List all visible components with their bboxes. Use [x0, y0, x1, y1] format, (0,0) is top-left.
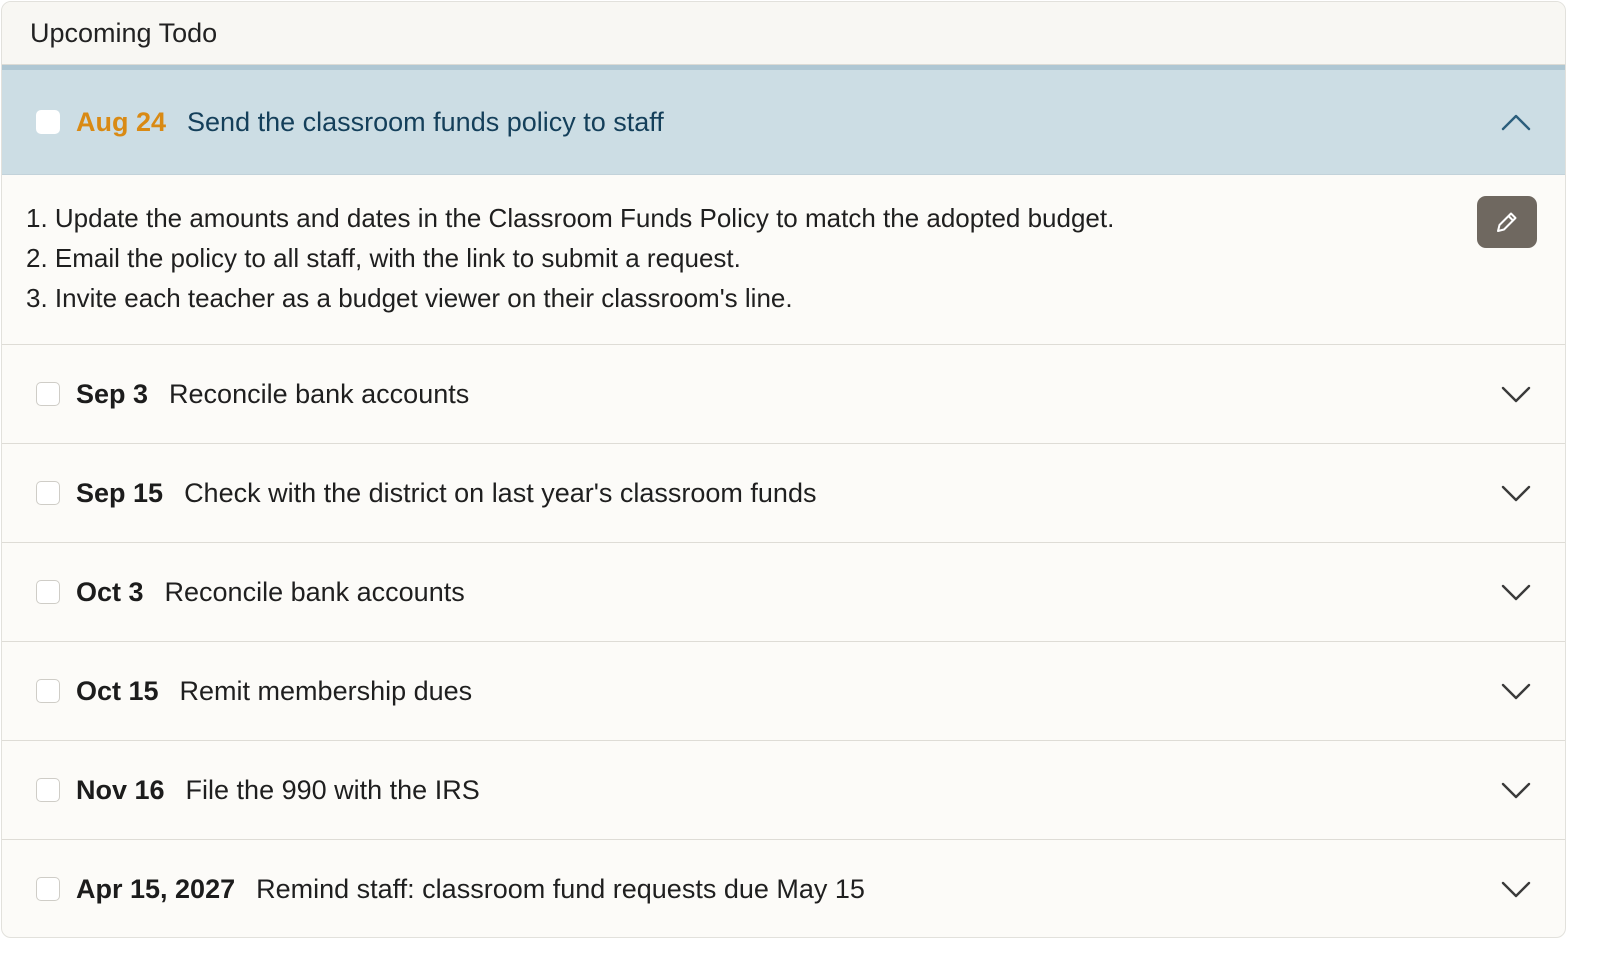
todo-title: Remit membership dues [179, 675, 473, 706]
chevron-down-icon[interactable] [1501, 781, 1531, 799]
chevron-down-icon[interactable] [1501, 484, 1531, 502]
todo-checkbox[interactable] [36, 481, 60, 505]
todo-row[interactable] [2, 345, 1565, 444]
todo-date: Sep 3 [76, 378, 149, 409]
todo-date: Oct 3 [76, 576, 144, 607]
chevron-down-icon[interactable] [1501, 880, 1531, 898]
todo-row-expanded[interactable] [2, 65, 1565, 175]
chevron-down-icon[interactable] [1501, 682, 1531, 700]
pencil-icon [1494, 209, 1520, 235]
todo-title: Send the classroom funds policy to staff [187, 106, 664, 137]
panel-title: Upcoming Todo [2, 2, 1565, 65]
todo-checkbox[interactable] [36, 382, 60, 406]
todo-date: Nov 16 [76, 774, 165, 805]
chevron-up-icon[interactable] [1501, 113, 1531, 131]
todo-date: Oct 15 [76, 675, 159, 706]
todo-title: Reconcile bank accounts [164, 576, 465, 607]
todo-date: Apr 15, 2027 [76, 873, 236, 904]
todo-row[interactable] [2, 444, 1565, 543]
todo-checkbox[interactable] [36, 580, 60, 604]
upcoming-todo-panel [1, 1, 1566, 938]
todo-checkbox[interactable] [36, 778, 60, 802]
todo-date: Aug 24 [76, 106, 167, 137]
todo-checkbox[interactable] [36, 679, 60, 703]
todo-row[interactable] [2, 543, 1565, 642]
todo-title: Check with the district on last year's classroom funds [184, 477, 817, 508]
todo-checkbox[interactable] [36, 110, 60, 134]
chevron-down-icon[interactable] [1501, 583, 1531, 601]
todo-row[interactable] [2, 741, 1565, 840]
details-step: 1. Update the amounts and dates in the Classroom Funds Policy to match the adopted budget. [26, 203, 1115, 233]
todo-title: Remind staff: classroom fund requests due May 15 [256, 873, 865, 904]
todo-row[interactable] [2, 840, 1565, 938]
chevron-down-icon[interactable] [1501, 385, 1531, 403]
todo-checkbox[interactable] [36, 877, 60, 901]
edit-button[interactable] [1477, 196, 1537, 248]
todo-title: File the 990 with the IRS [185, 774, 480, 805]
todo-date: Sep 15 [76, 477, 164, 508]
details-step: 2. Email the policy to all staff, with the link to submit a request. [26, 243, 741, 273]
todo-title: Reconcile bank accounts [169, 378, 470, 409]
todo-details [2, 175, 1565, 345]
details-step: 3. Invite each teacher as a budget viewer on their classroom's line. [26, 283, 793, 313]
todo-row[interactable] [2, 642, 1565, 741]
